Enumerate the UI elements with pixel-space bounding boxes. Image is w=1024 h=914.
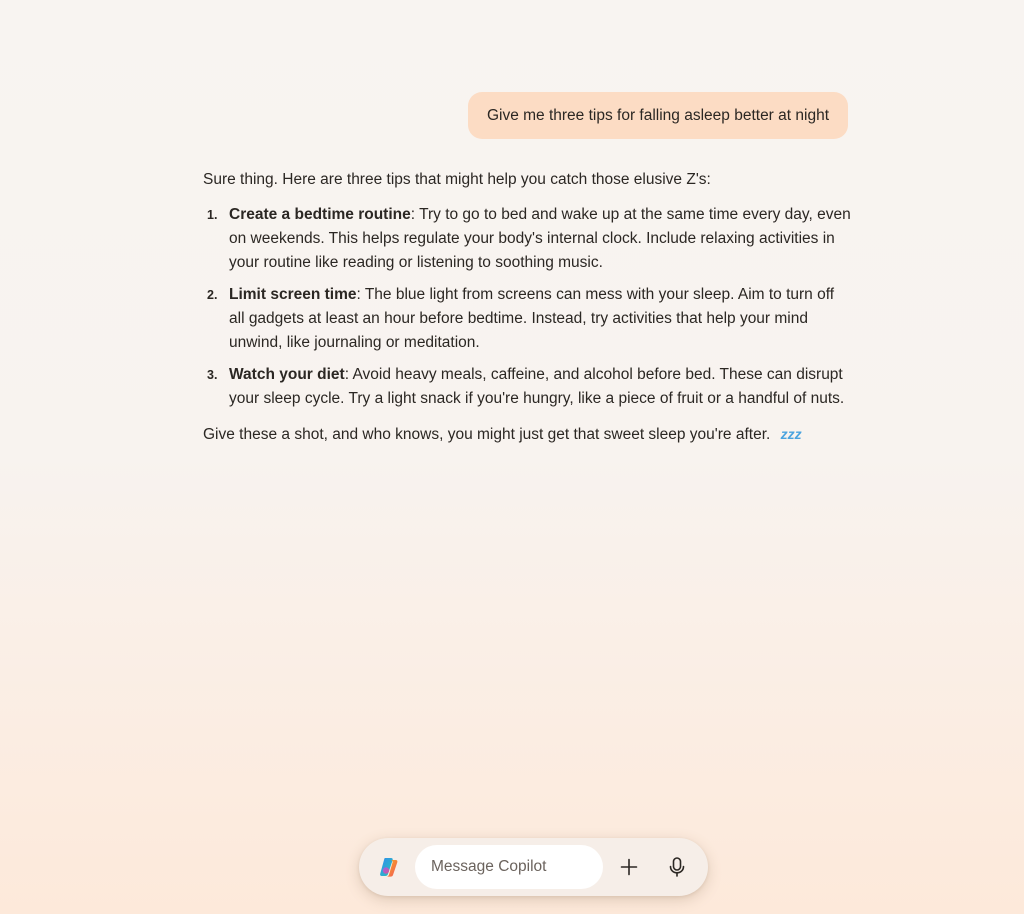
tip-number: 3. (207, 368, 218, 382)
tip-title: Watch your diet (229, 366, 345, 383)
user-message-text: Give me three tips for falling asleep better at night (486, 107, 829, 124)
tip-item (203, 283, 853, 355)
reply-outro (203, 422, 853, 447)
user-message-bubble (468, 92, 848, 139)
zzz-emoji-icon: zzz (780, 426, 802, 442)
tip-number: 1. (207, 208, 218, 222)
tip-number: 2. (207, 288, 218, 302)
copilot-logo-icon[interactable] (378, 856, 400, 878)
reply-intro: Sure thing. Here are three tips that might help you catch those elusive Z's: (203, 171, 711, 188)
tip-title: Limit screen time (229, 286, 357, 303)
assistant-reply (203, 168, 853, 447)
tip-text: : Try to go to bed and wake up at the same time every day, even on weekends. This helps regulate your body's internal clock. Include relaxing activities in your routine like reading or listening to soothing music. (229, 206, 851, 271)
tip-text: : Avoid heavy meals, caffeine, and alcohol before bed. These can disrupt your sleep cycle. Try a light snack if you're hungry, like a piece of fruit or a handful of nuts. (229, 366, 845, 407)
plus-icon[interactable] (615, 853, 643, 881)
tip-item (203, 363, 853, 411)
message-composer (359, 838, 708, 896)
tip-text: : The blue light from screens can mess with your sleep. Aim to turn off all gadgets at least an hour before bedtime. Instead, try activities that help your mind unwind, like journaling or meditation. (229, 286, 835, 351)
message-input[interactable] (415, 845, 603, 889)
tip-item (203, 203, 853, 275)
reply-outro-text: Give these a shot, and who knows, you might just get that sweet sleep you're after. (203, 426, 771, 443)
tip-title: Create a bedtime routine (229, 206, 411, 223)
microphone-icon[interactable] (663, 853, 691, 881)
tips-list (203, 203, 853, 411)
